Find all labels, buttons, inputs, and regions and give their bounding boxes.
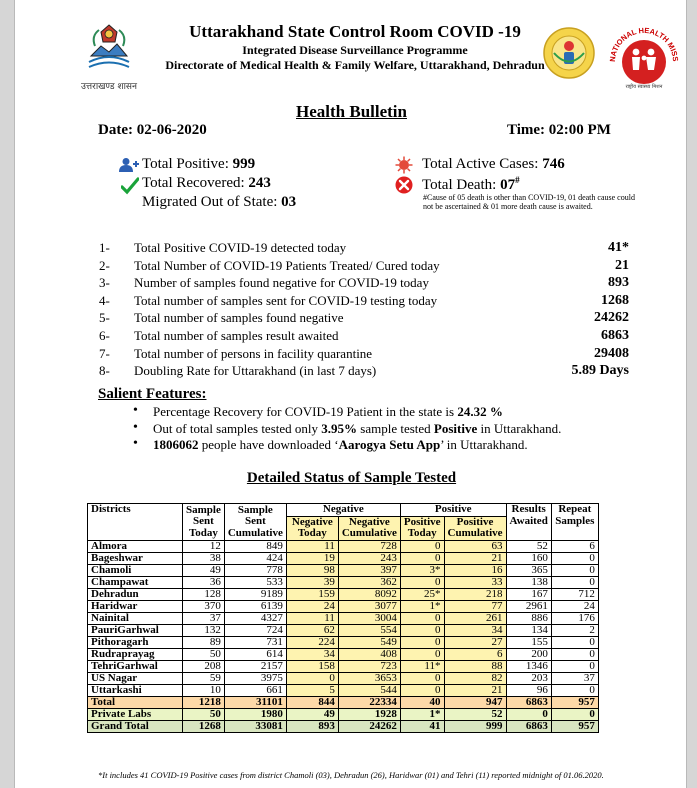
- district-cell: Uttarkashi: [88, 684, 183, 696]
- bulletin-heading: Health Bulletin: [296, 102, 407, 121]
- value-cell: 365: [506, 564, 551, 576]
- value-cell: 25*: [400, 588, 444, 600]
- value-cell: 0: [551, 564, 598, 576]
- key-figures-list: [99, 240, 629, 381]
- list-item: 1- Total Positive COVID-19 detected today 41*: [99, 240, 629, 255]
- value-cell: 8092: [338, 588, 400, 600]
- value-cell: 6: [444, 648, 506, 660]
- total-death-value: 07: [500, 177, 516, 193]
- value-cell: 24: [286, 600, 338, 612]
- uttarakhand-govt-logo: [77, 22, 141, 92]
- value-cell: 155: [506, 636, 551, 648]
- value-cell: 0: [400, 540, 444, 552]
- district-cell: US Nagar: [88, 672, 183, 684]
- salient-features-heading: Salient Features:: [98, 386, 207, 402]
- value-cell: 208: [183, 660, 225, 672]
- district-cell: TehriGarhwal: [88, 660, 183, 672]
- value-cell: 712: [551, 588, 598, 600]
- table-footnote: *It includes 41 COVID-19 Positive cases from district Chamoli (03), Dehradun (26), Haridwar (01) and Tehri (11) reported midnight of 01.06.2020.: [98, 770, 604, 780]
- value-cell: 3077: [338, 600, 400, 612]
- total-positive-value: 999: [232, 156, 256, 172]
- value-cell: 38: [183, 552, 225, 564]
- value-cell: 27: [444, 636, 506, 648]
- total-death-stat: Total Death: 07#: [395, 175, 520, 194]
- value-cell: 661: [224, 684, 286, 696]
- gt-row: [88, 720, 599, 732]
- page-title: Uttarakhand State Control Room COVID -19: [189, 22, 521, 41]
- col-results-awaited: Results Awaited: [506, 504, 551, 541]
- table-title: Detailed Status of Sample Tested: [246, 470, 457, 486]
- value-cell: 134: [506, 624, 551, 636]
- value-cell: 0: [286, 672, 338, 684]
- value-cell: 408: [338, 648, 400, 660]
- nhm-caption: राष्ट्रीय स्वास्थ्य मिशन: [625, 84, 663, 90]
- nhm-logo: [605, 18, 683, 90]
- logo-caption: उत्तराखण्ड शासन: [80, 82, 137, 92]
- district-cell: Nainital: [88, 612, 183, 624]
- value-cell: 424: [224, 552, 286, 564]
- value-cell: 21: [444, 684, 506, 696]
- value-cell: 88: [444, 660, 506, 672]
- table-row: [88, 564, 599, 576]
- district-cell: Chamoli: [88, 564, 183, 576]
- value-cell: 0: [551, 684, 598, 696]
- value-cell: 10: [183, 684, 225, 696]
- district-cell: Private Labs: [88, 708, 183, 720]
- directorate-line: Directorate of Medical Health & Family Welfare, Uttarakhand, Dehradun: [165, 58, 545, 72]
- table-row: [88, 552, 599, 564]
- value-cell: 50: [183, 648, 225, 660]
- table-row: [88, 540, 599, 552]
- value-cell: 0: [551, 636, 598, 648]
- value-cell: 50: [183, 708, 225, 720]
- programme-subtitle: Integrated Disease Surveillance Programme: [242, 43, 468, 57]
- list-item: • Out of total samples tested only 3.95% sample tested Positive in Uttarakhand.: [133, 421, 561, 438]
- table-row: [88, 576, 599, 588]
- value-cell: 544: [338, 684, 400, 696]
- virus-icon: [395, 156, 413, 174]
- col-negative-cumulative: Negative Cumulative: [338, 516, 400, 540]
- value-cell: 1*: [400, 600, 444, 612]
- col-repeat-samples: Repeat Samples: [551, 504, 598, 541]
- value-cell: 1268: [183, 720, 225, 732]
- idsp-logo: [542, 26, 596, 80]
- list-item: 7- Total number of persons in facility quarantine 29408: [99, 345, 629, 361]
- value-cell: 224: [286, 636, 338, 648]
- value-cell: 160: [506, 552, 551, 564]
- value-cell: 33: [444, 576, 506, 588]
- value-cell: 89: [183, 636, 225, 648]
- total-recovered-stat: Total Recovered: 243: [122, 175, 271, 192]
- col-negative-today: Negative Today: [286, 516, 338, 540]
- value-cell: 200: [506, 648, 551, 660]
- value-cell: 24262: [338, 720, 400, 732]
- table-row: [88, 612, 599, 624]
- value-cell: 59: [183, 672, 225, 684]
- value-cell: 362: [338, 576, 400, 588]
- value-cell: 6139: [224, 600, 286, 612]
- value-cell: 82: [444, 672, 506, 684]
- value-cell: 34: [286, 648, 338, 660]
- value-cell: 22334: [338, 696, 400, 708]
- value-cell: 0: [400, 552, 444, 564]
- value-cell: 62: [286, 624, 338, 636]
- value-cell: 16: [444, 564, 506, 576]
- death-cause-note: #Cause of 05 death is other than COVID-19, 01 death cause could not be ascertained & 01 more death cause is awaited.: [423, 193, 635, 211]
- user-plus-icon: [119, 157, 139, 173]
- district-cell: Pithoragarh: [88, 636, 183, 648]
- table-row: [88, 588, 599, 600]
- value-cell: 6: [551, 540, 598, 552]
- active-cases-stat: Total Active Cases: 746: [395, 156, 565, 173]
- value-cell: 3*: [400, 564, 444, 576]
- value-cell: 203: [506, 672, 551, 684]
- value-cell: 138: [506, 576, 551, 588]
- value-cell: 49: [286, 708, 338, 720]
- value-cell: 728: [338, 540, 400, 552]
- table-row: [88, 636, 599, 648]
- value-cell: 3975: [224, 672, 286, 684]
- value-cell: 3653: [338, 672, 400, 684]
- value-cell: 243: [338, 552, 400, 564]
- value-cell: 5: [286, 684, 338, 696]
- value-cell: 723: [338, 660, 400, 672]
- list-item: • 1806062 people have downloaded ‘Aarogya Setu App’ in Uttarakhand.: [133, 437, 561, 454]
- value-cell: 24: [551, 600, 598, 612]
- bulletin-time: Time: 02:00 PM: [507, 122, 611, 138]
- district-cell: Haridwar: [88, 600, 183, 612]
- value-cell: 554: [338, 624, 400, 636]
- value-cell: 12: [183, 540, 225, 552]
- pl-row: [88, 708, 599, 720]
- migrated-stat: Migrated Out of State: 03: [142, 194, 297, 210]
- value-cell: 2: [551, 624, 598, 636]
- value-cell: 34: [444, 624, 506, 636]
- value-cell: 6863: [506, 720, 551, 732]
- value-cell: 159: [286, 588, 338, 600]
- value-cell: 39: [286, 576, 338, 588]
- bulletin-date: Date: 02-06-2020: [98, 122, 207, 138]
- idsp-emblem-icon: [542, 26, 596, 80]
- district-cell: PauriGarhwal: [88, 624, 183, 636]
- value-cell: 0: [400, 612, 444, 624]
- table-row: [88, 672, 599, 684]
- table-row: [88, 660, 599, 672]
- value-cell: 724: [224, 624, 286, 636]
- col-positive-group: Positive: [400, 504, 506, 517]
- table-row: [88, 600, 599, 612]
- value-cell: 158: [286, 660, 338, 672]
- value-cell: 0: [551, 576, 598, 588]
- value-cell: 21: [444, 552, 506, 564]
- value-cell: 176: [551, 612, 598, 624]
- value-cell: 0: [400, 684, 444, 696]
- tot-row: [88, 696, 599, 708]
- value-cell: 0: [400, 624, 444, 636]
- value-cell: 2961: [506, 600, 551, 612]
- value-cell: 218: [444, 588, 506, 600]
- value-cell: 957: [551, 720, 598, 732]
- value-cell: 6863: [506, 696, 551, 708]
- value-cell: 0: [400, 576, 444, 588]
- value-cell: 999: [444, 720, 506, 732]
- list-item: 6- Total number of samples result awaited 6863: [99, 327, 629, 343]
- district-cell: Almora: [88, 540, 183, 552]
- value-cell: 37: [183, 612, 225, 624]
- value-cell: 52: [444, 708, 506, 720]
- list-item: 5- Total number of samples found negative 24262: [99, 310, 629, 326]
- value-cell: 893: [286, 720, 338, 732]
- total-positive-stat: Total Positive: 999: [122, 156, 255, 173]
- value-cell: 947: [444, 696, 506, 708]
- col-negative-group: Negative: [286, 504, 400, 517]
- table-row: [88, 624, 599, 636]
- value-cell: 3004: [338, 612, 400, 624]
- active-cases-value: 746: [542, 156, 565, 172]
- salient-features-list: [133, 404, 561, 454]
- district-cell: Total: [88, 696, 183, 708]
- value-cell: 778: [224, 564, 286, 576]
- value-cell: 11: [286, 612, 338, 624]
- value-cell: 19: [286, 552, 338, 564]
- district-cell: Bageshwar: [88, 552, 183, 564]
- value-cell: 41: [400, 720, 444, 732]
- value-cell: 49: [183, 564, 225, 576]
- list-item: 4- Total number of samples sent for COVID-19 testing today 1268: [99, 292, 629, 308]
- value-cell: 1*: [400, 708, 444, 720]
- nhm-emblem-icon: [605, 18, 683, 90]
- value-cell: 0: [551, 660, 598, 672]
- value-cell: 1218: [183, 696, 225, 708]
- value-cell: 33081: [224, 720, 286, 732]
- value-cell: 0: [551, 708, 598, 720]
- value-cell: 63: [444, 540, 506, 552]
- sample-status-table: [87, 503, 599, 733]
- value-cell: 4327: [224, 612, 286, 624]
- value-cell: 40: [400, 696, 444, 708]
- value-cell: 614: [224, 648, 286, 660]
- nhm-ring-text: NATIONAL HEALTH MISS: [607, 25, 681, 63]
- emblem-icon: [87, 22, 131, 72]
- value-cell: 11*: [400, 660, 444, 672]
- col-districts: Districts: [88, 504, 183, 541]
- col-sample-sent-today: Sample Sent Today: [183, 504, 225, 541]
- close-circle-icon: [395, 176, 413, 194]
- col-sample-sent-cumulative: Sample Sent Cumulative: [224, 504, 286, 541]
- value-cell: 397: [338, 564, 400, 576]
- value-cell: 132: [183, 624, 225, 636]
- header-text: [155, 22, 555, 73]
- value-cell: 167: [506, 588, 551, 600]
- value-cell: 731: [224, 636, 286, 648]
- value-cell: 844: [286, 696, 338, 708]
- value-cell: 549: [338, 636, 400, 648]
- value-cell: 957: [551, 696, 598, 708]
- table-row: [88, 684, 599, 696]
- table-row: [88, 648, 599, 660]
- value-cell: 0: [400, 648, 444, 660]
- list-item: • Percentage Recovery for COVID-19 Patient in the state is 24.32 %: [133, 404, 561, 421]
- value-cell: 96: [506, 684, 551, 696]
- value-cell: 886: [506, 612, 551, 624]
- value-cell: 1346: [506, 660, 551, 672]
- value-cell: 128: [183, 588, 225, 600]
- list-item: 2- Total Number of COVID-19 Patients Treated/ Cured today 21: [99, 257, 629, 273]
- value-cell: 0: [400, 636, 444, 648]
- district-cell: Champawat: [88, 576, 183, 588]
- migrated-value: 03: [281, 194, 297, 210]
- check-icon: [121, 177, 139, 195]
- value-cell: 98: [286, 564, 338, 576]
- list-item: 3- Number of samples found negative for COVID-19 today 893: [99, 275, 629, 291]
- value-cell: 533: [224, 576, 286, 588]
- list-item: 8- Doubling Rate for Uttarakhand (in last 7 days) 5.89 Days: [99, 363, 629, 379]
- value-cell: 261: [444, 612, 506, 624]
- value-cell: 31101: [224, 696, 286, 708]
- col-positive-cumulative: Positive Cumulative: [444, 516, 506, 540]
- value-cell: 1928: [338, 708, 400, 720]
- value-cell: 370: [183, 600, 225, 612]
- value-cell: 52: [506, 540, 551, 552]
- district-cell: Grand Total: [88, 720, 183, 732]
- value-cell: 0: [551, 648, 598, 660]
- value-cell: 849: [224, 540, 286, 552]
- col-positive-today: Positive Today: [400, 516, 444, 540]
- value-cell: 0: [506, 708, 551, 720]
- value-cell: 36: [183, 576, 225, 588]
- district-cell: Rudraprayag: [88, 648, 183, 660]
- value-cell: 2157: [224, 660, 286, 672]
- value-cell: 1980: [224, 708, 286, 720]
- value-cell: 9189: [224, 588, 286, 600]
- value-cell: 77: [444, 600, 506, 612]
- value-cell: 0: [551, 552, 598, 564]
- district-cell: Dehradun: [88, 588, 183, 600]
- total-recovered-value: 243: [248, 175, 271, 191]
- value-cell: 0: [400, 672, 444, 684]
- header: [15, 18, 688, 90]
- value-cell: 37: [551, 672, 598, 684]
- value-cell: 11: [286, 540, 338, 552]
- bulletin-page: [14, 0, 687, 788]
